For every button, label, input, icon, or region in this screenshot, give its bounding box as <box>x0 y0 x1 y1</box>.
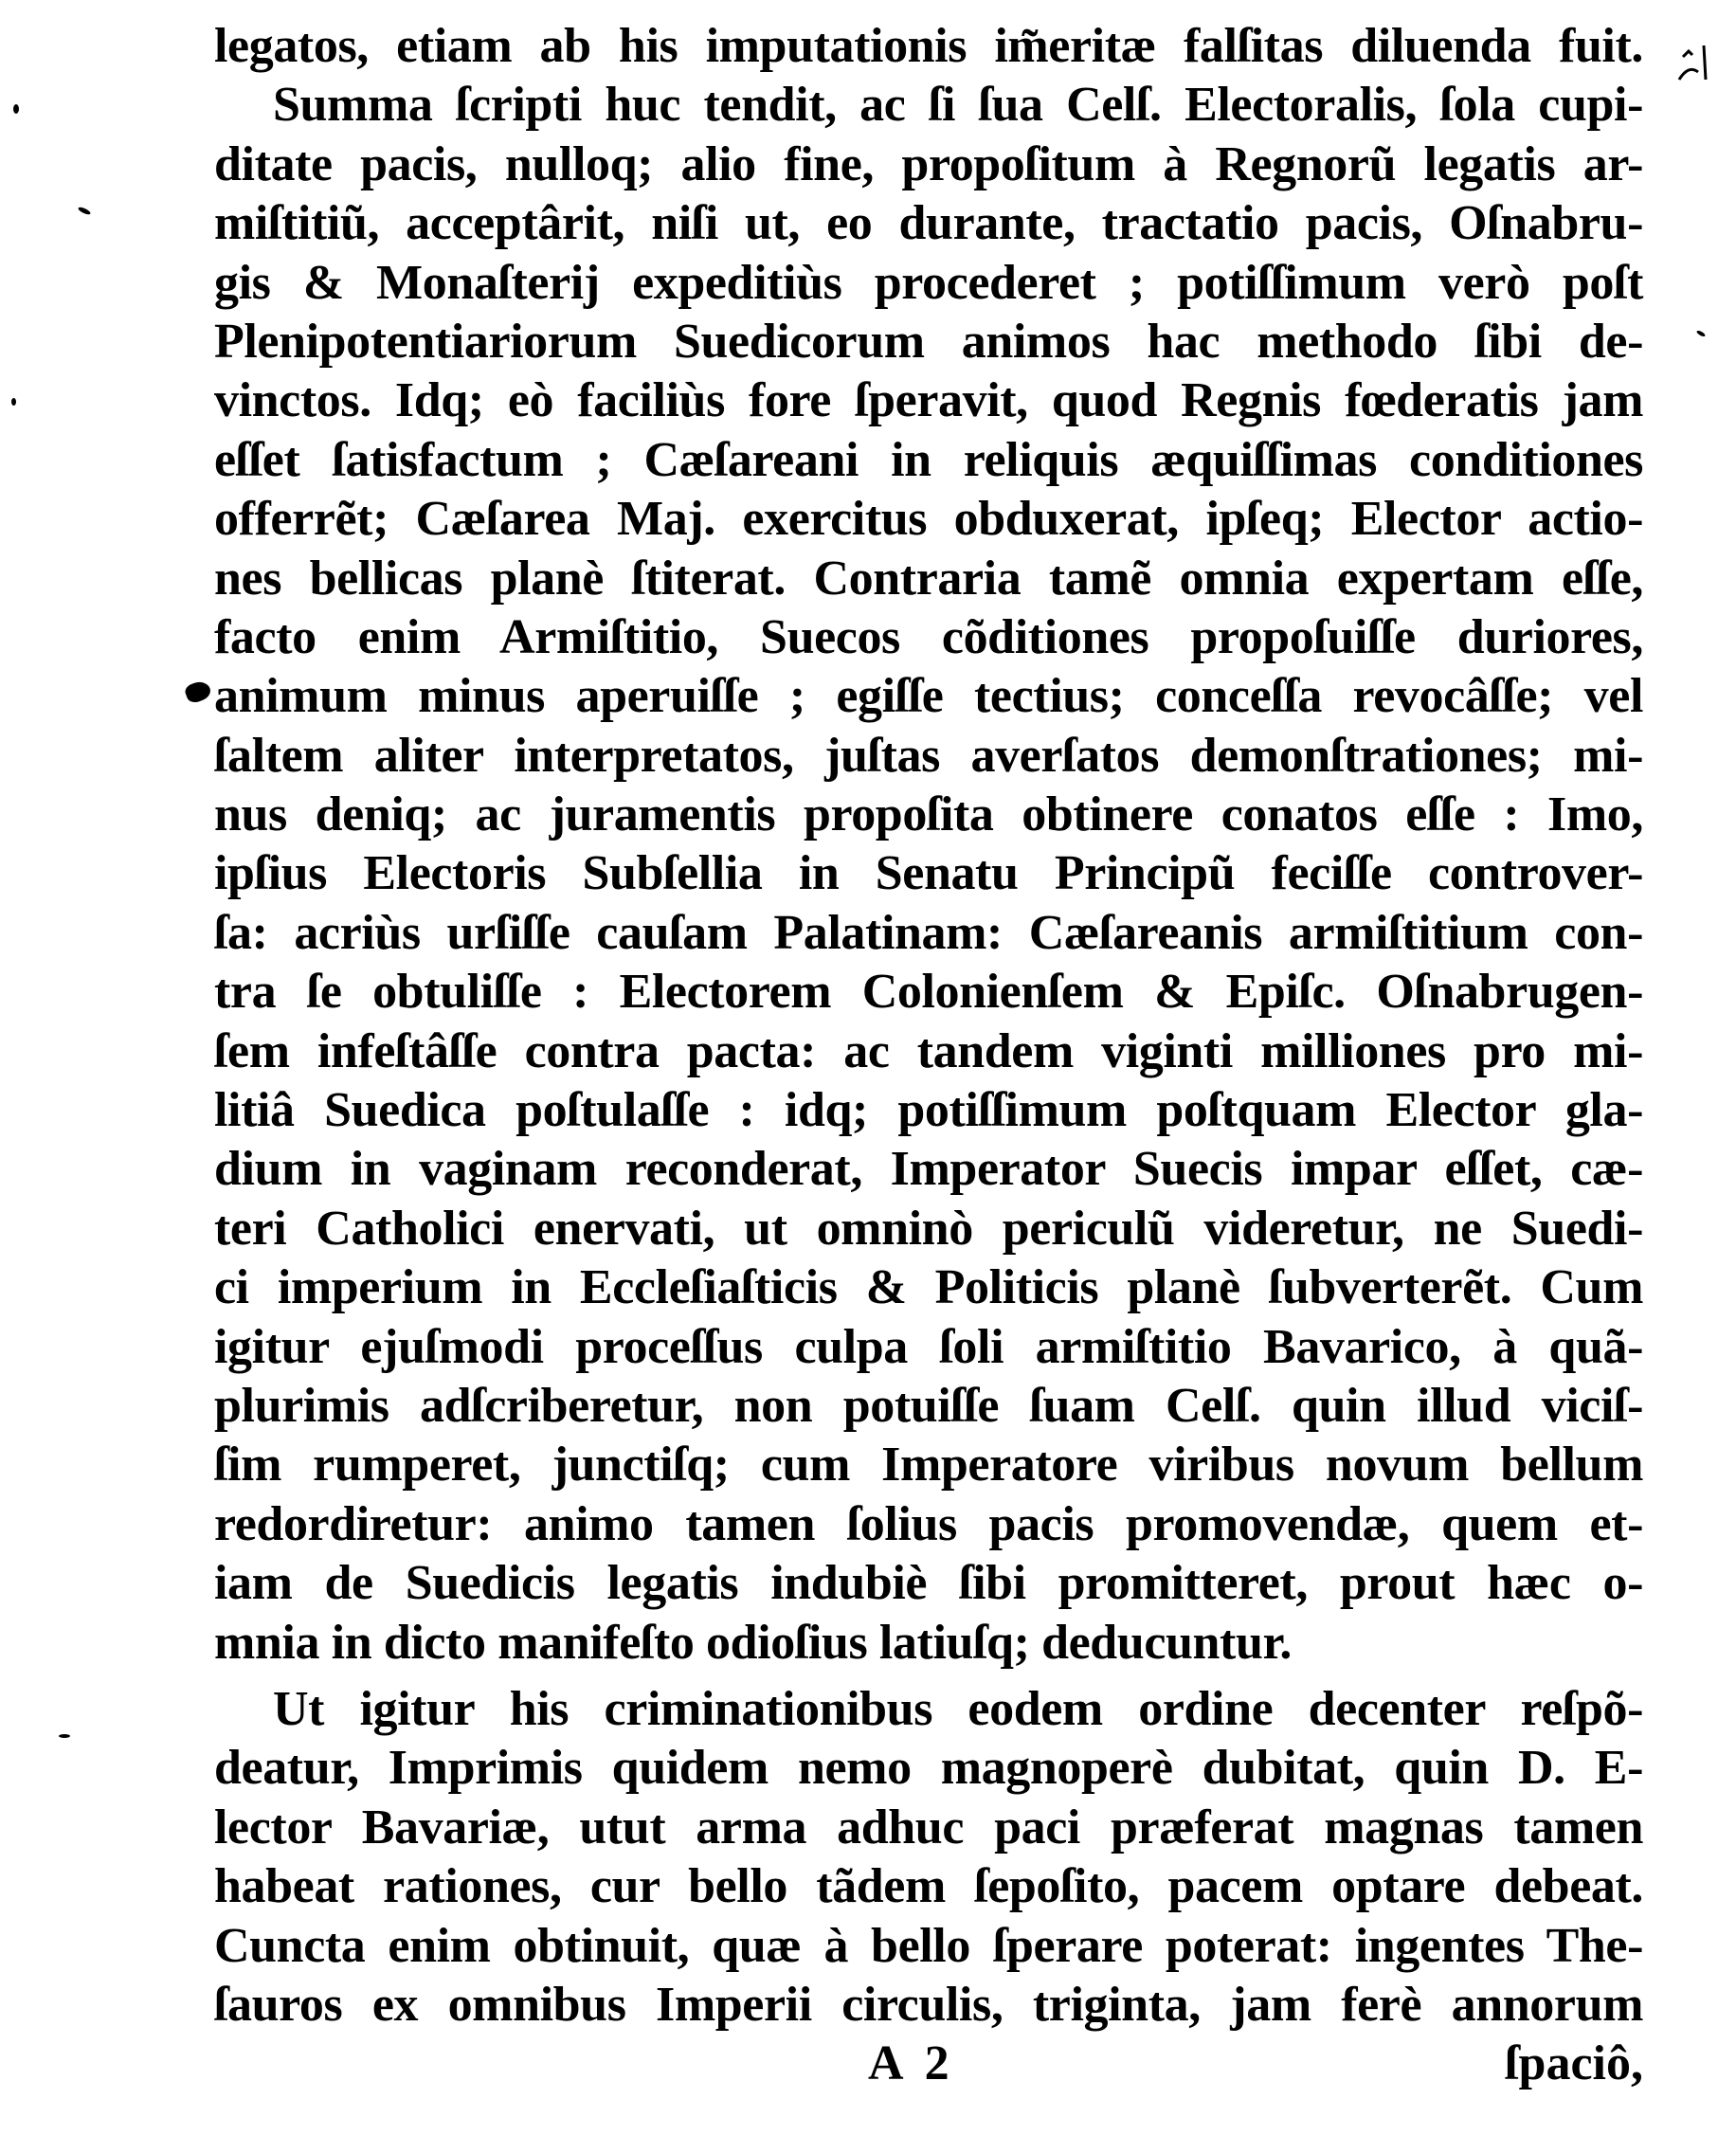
ink-blot <box>183 678 212 705</box>
text-line: igitur ejuſmodi proceſſus culpa ſoli armiſtitio Bavarico, à quã- <box>214 1319 1643 1374</box>
text-line: ſim rumperet, junctiſq; cum Imperatore viribus novum bellum <box>214 1438 1643 1493</box>
margin-speck <box>78 206 92 215</box>
text-line: ſem infeſtâſſe contra pacta: ac tandem viginti milliones pro mi- <box>214 1023 1643 1078</box>
text-line: gis & Monaſterij expeditiùs procederet ; potiſſimum verò poſt <box>214 255 1643 310</box>
text-line: ſauros ex omnibus Imperii circulis, triginta, jam ferè annorum <box>214 1977 1643 2032</box>
text-line: eſſet ſatisfactum ; Cæſareani in reliquis æquiſſimas conditiones <box>214 432 1643 487</box>
text-line: redordiretur: animo tamen ſolius pacis promovendæ, quem et- <box>214 1496 1643 1551</box>
text-line: tra ſe obtuliſſe : Electorem Colonienſem & Epiſc. Oſnabrugen- <box>214 965 1643 1020</box>
text-line: iam de Suedicis legatis indubiè ſibi promitteret, prout hæc o- <box>214 1556 1643 1611</box>
text-line: nes bellicas planè ſtiterat. Contraria tamẽ omnia expertam eſſe, <box>214 551 1643 606</box>
paragraph-start-line: Summa ſcripti huc tendit, ac ſi ſua Celſ. Electoralis, ſola cupi- <box>273 78 1643 133</box>
signature-mark: A 2 <box>868 2036 955 2090</box>
text-line: nus deniq; ac juramentis propoſita obtinere conatos eſſe : Imo, <box>214 787 1643 842</box>
margin-speck <box>13 104 19 114</box>
text-line: vinctos. Idq; eò faciliùs fore ſperavit, quod Regnis fœderatis jam <box>214 373 1643 428</box>
text-line: habeat rationes, cur bello tãdem ſepoſito, pacem optare debeat. <box>214 1859 1643 1914</box>
margin-speck <box>11 398 16 406</box>
margin-speck <box>1696 330 1707 337</box>
margin-mark-icon <box>1675 36 1717 83</box>
text-line: dium in vaginam reconderat, Imperator Suecis impar eſſet, cæ- <box>214 1142 1643 1197</box>
page-footer <box>214 2035 1643 2102</box>
text-line: litiâ Suedica poſtulaſſe : idq; potiſſimum poſtquam Elector gla- <box>214 1083 1643 1138</box>
text-line: teri Catholici enervati, ut omninò periculũ videretur, ne Suedi- <box>214 1201 1643 1256</box>
text-line: plurimis adſcriberetur, non potuiſſe ſuam Celſ. quin illud viciſ- <box>214 1378 1643 1433</box>
text-line: ci imperium in Eccleſiaſticis & Politicis planè ſubverterẽt. Cum <box>214 1260 1643 1315</box>
text-line: ſa: acriùs urſiſſe cauſam Palatinam: Cæſareanis armiſtitium con- <box>214 905 1643 960</box>
text-line: ſaltem aliter interpretatos, juſtas averſatos demonſtrationes; mi- <box>214 728 1643 783</box>
text-line: Cuncta enim obtinuit, quæ à bello ſperare poterat: ingentes The- <box>214 1918 1643 1973</box>
body-text <box>214 17 1643 2035</box>
text-line: facto enim Armiſtitio, Suecos cõditiones propoſuiſſe duriores, <box>214 609 1643 664</box>
text-line: lector Bavariæ, utut arma adhuc paci præferat magnas tamen <box>214 1800 1643 1854</box>
paragraph-start-line: Ut igitur his criminationibus eodem ordine decenter reſpõ- <box>273 1681 1643 1736</box>
text-line: deatur, Imprimis quidem nemo magnoperè dubitat, quin D. E- <box>214 1741 1643 1796</box>
text-line: legatos, etiam ab his imputationis im̃eritæ falſitas diluenda fuit. <box>214 19 1643 73</box>
text-line: ipſius Electoris Subſellia in Senatu Principũ feciſſe controver- <box>214 846 1643 901</box>
catchword: ſpaciô, <box>1505 2036 1643 2090</box>
text-line: miſtitiũ, acceptârit, niſi ut, eo durante, tractatio pacis, Oſnabru- <box>214 196 1643 251</box>
text-line: Plenipotentiariorum Suedicorum animos hac methodo ſibi de- <box>214 314 1643 369</box>
text-line: ditate pacis, nulloq; alio fine, propoſitum à Regnorũ legatis ar- <box>214 136 1643 191</box>
margin-speck <box>59 1734 70 1738</box>
text-line: animum minus aperuiſſe ; egiſſe tectius; conceſſa revocâſſe; vel <box>214 669 1643 724</box>
paragraph-end-line: mnia in dicto manifeſto odioſius latiuſq; deducuntur. <box>214 1615 1292 1670</box>
text-line: offerrẽt; Cæſarea Maj. exercitus obduxerat, ipſeq; Elector actio- <box>214 492 1643 547</box>
